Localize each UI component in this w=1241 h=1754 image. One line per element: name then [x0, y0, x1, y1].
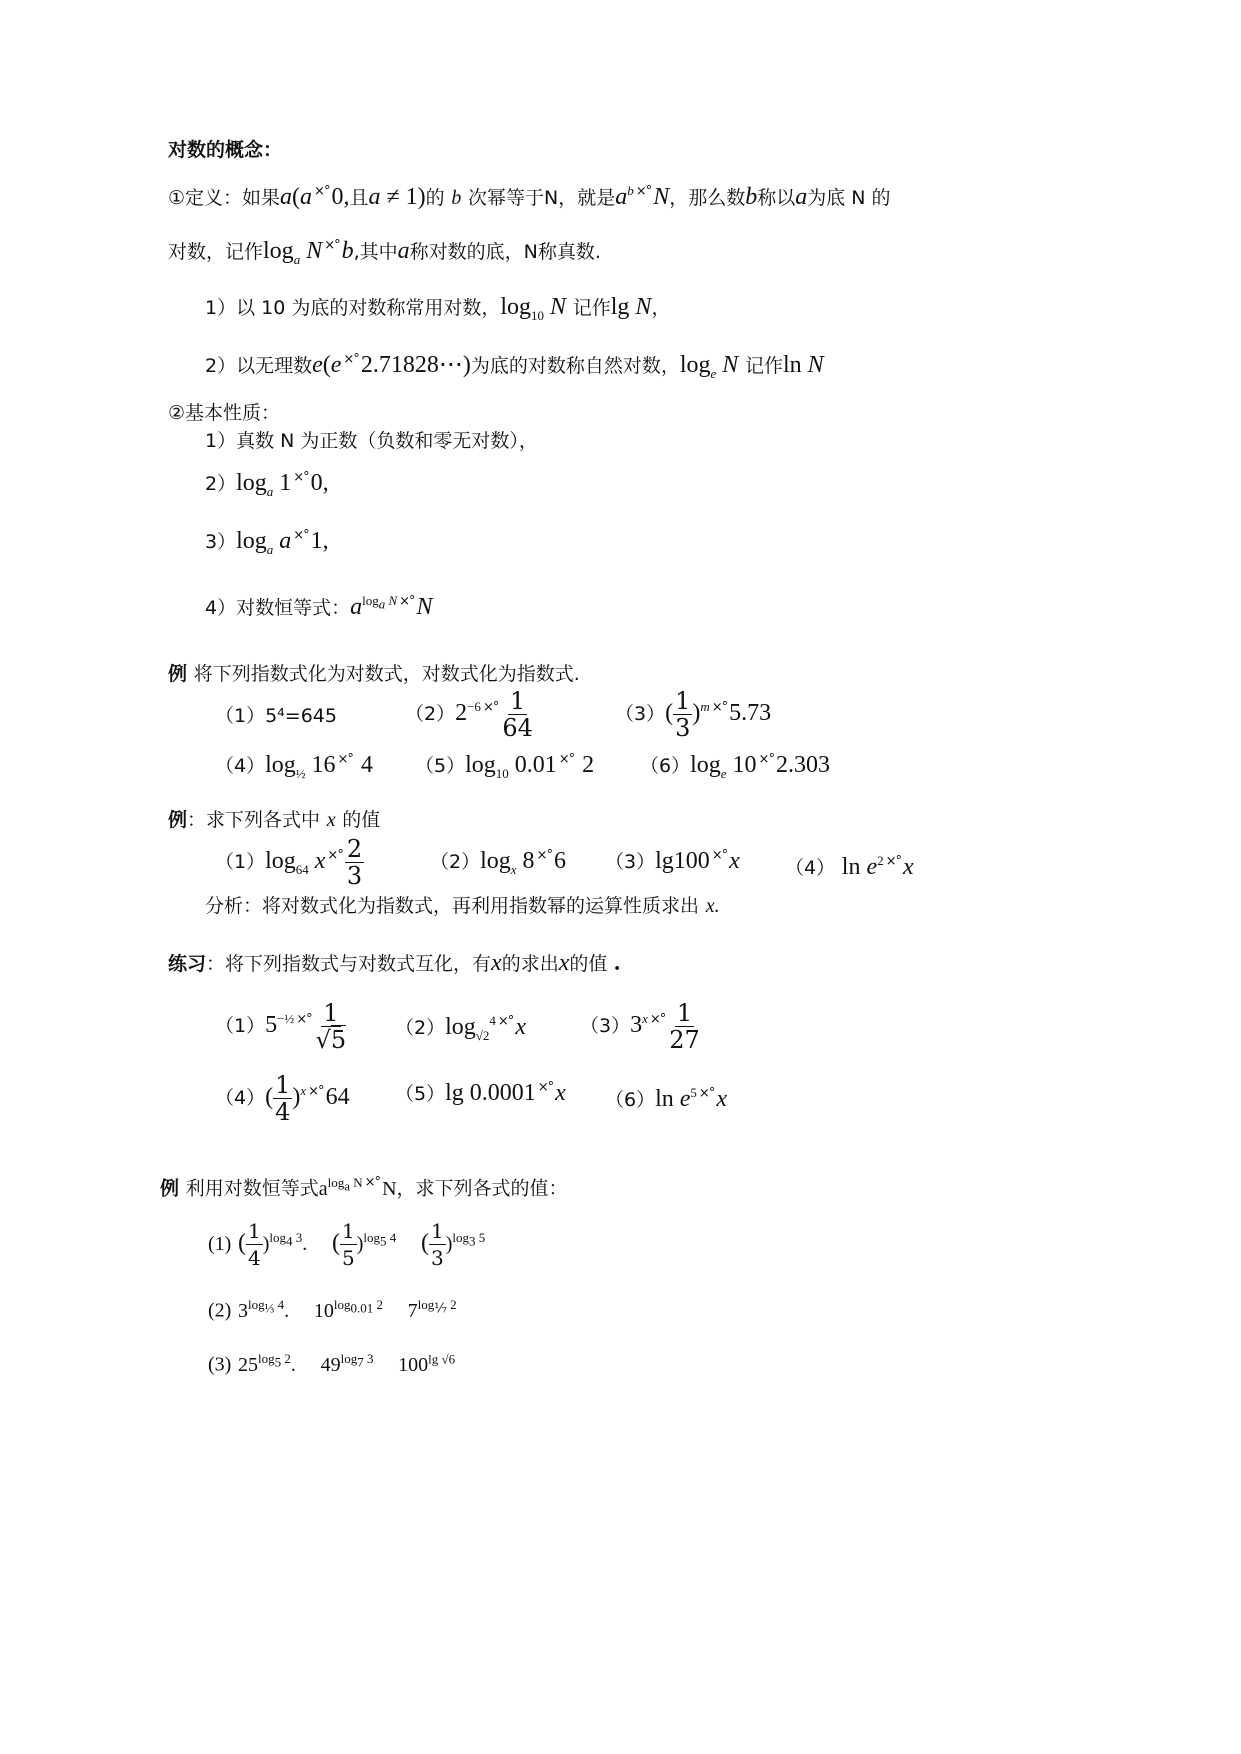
example-2-item-4: （4） $\ln e^2$ ×°x — [785, 853, 914, 880]
page-title: 对数的概念： — [168, 139, 283, 161]
example-2-title: 例：求下列各式中 x 的值 — [168, 809, 381, 831]
example-2-item-1: $(1)\log_{64}$ x ×° $\frac{2}{3}$ — [215, 835, 363, 890]
example-1-title: 例 将下列指数式化为对数式，对数式化为指数式. — [168, 663, 580, 685]
property-3: $3)\log_a$ a ×°1, — [205, 528, 329, 557]
common-log-line: 1）以 10 为底的对数称常用对数，$\log_{10} N$ 记作lg N， — [205, 294, 671, 323]
practice-item-4: （4）( $\frac{1}{4}$ )$^x$ ×°64 — [215, 1071, 350, 1126]
example-3-row-1: (1) ( $\frac{1}{4}$ )$^{log_4 3}$. ( $\frac{1}{5}$ )$^{log_5 4}$ ( $\frac{1}{3}$ )$^{log_3 5}$ — [208, 1219, 486, 1270]
property-2: $2)\log_a$ 1 ×°0, — [205, 470, 329, 499]
practice-item-3: （3）3$^x$ ×° $\frac{1}{27}$ — [580, 999, 700, 1054]
example-1-item-5: $(5)\log_{10}$ 0.01 ×° 2 — [415, 752, 595, 781]
practice-item-5: （5）lg 0.0001 ×°x — [395, 1080, 566, 1106]
placeholder-glyph: ×° — [314, 184, 330, 199]
practice-item-1: $(1)5^{-\frac{1}{2}}$ ×° $\frac{1}{√5}$ — [215, 999, 347, 1054]
example-1-item-3: （3）( $\frac{1}{3}$ )$^m$ ×°5.73 — [615, 687, 772, 742]
natural-log-line: 2）以无理数e(e ×°2.71828⋯)为底的对数称自然对数，$\log_e N$ 记作ln N — [205, 352, 824, 381]
example-3-row-3: (3) $25^{log_5 2}$. $49^{log_7 3}$ $100^{lg √6}$ — [208, 1351, 456, 1376]
example-2-item-2: $(2)\log_x$ 8 ×°6 — [430, 848, 566, 877]
example-2-analysis: 分析：将对数式化为指数式，再利用指数幂的运算性质求出 x. — [205, 895, 720, 917]
properties-title: ②基本性质： — [168, 402, 281, 424]
example-1-item-6: $(6)\log_e$ 10 ×°2.303 — [640, 752, 830, 781]
practice-item-6: （6）ln $e^5$ ×°x — [605, 1085, 727, 1112]
definition-line-1: ①定义：如果a(a ×°0,且a ≠ 1)的 b 次幂等于N，就是$a^b$ ×°N，那么数b称以a为底 N 的 — [168, 183, 891, 210]
example-3-title: 例 利用对数恒等式$a^{log_a N}$ ×° N，求下列各式的值： — [160, 1174, 568, 1200]
practice-title: 练习：将下列指数式与对数式互化，有x的求出x的值 . — [168, 950, 621, 976]
example-3-row-2: (2) $3^{log_{\frac{1}{3}} 4}$. $10^{log_{0.01} 2}$ $7^{log_⅐ 2}$ — [208, 1297, 457, 1322]
example-1-row-1: （1）5⁴=645 — [215, 705, 337, 727]
property-4: 4）对数恒等式：$a^{log_a N}$ ×°N — [205, 593, 433, 620]
example-2-item-3: （3）lg100 ×°x — [605, 848, 740, 874]
property-1: 1）真数 N 为正数（负数和零无对数）， — [205, 430, 538, 452]
example-1-item-4: $(4)\log_{\frac{1}{2}}$ 16 ×° 4 — [215, 752, 373, 781]
practice-item-2: $(2)\log_{√2}^4$ ×°x — [395, 1013, 526, 1043]
example-1-item-2: $(2)2^{-6}$ ×° $\frac{1}{64}$ — [405, 687, 533, 742]
definition-line-2: 对数，记作$\log_a N$ ×°b,其中a称对数的底，N称真数. — [168, 238, 601, 267]
